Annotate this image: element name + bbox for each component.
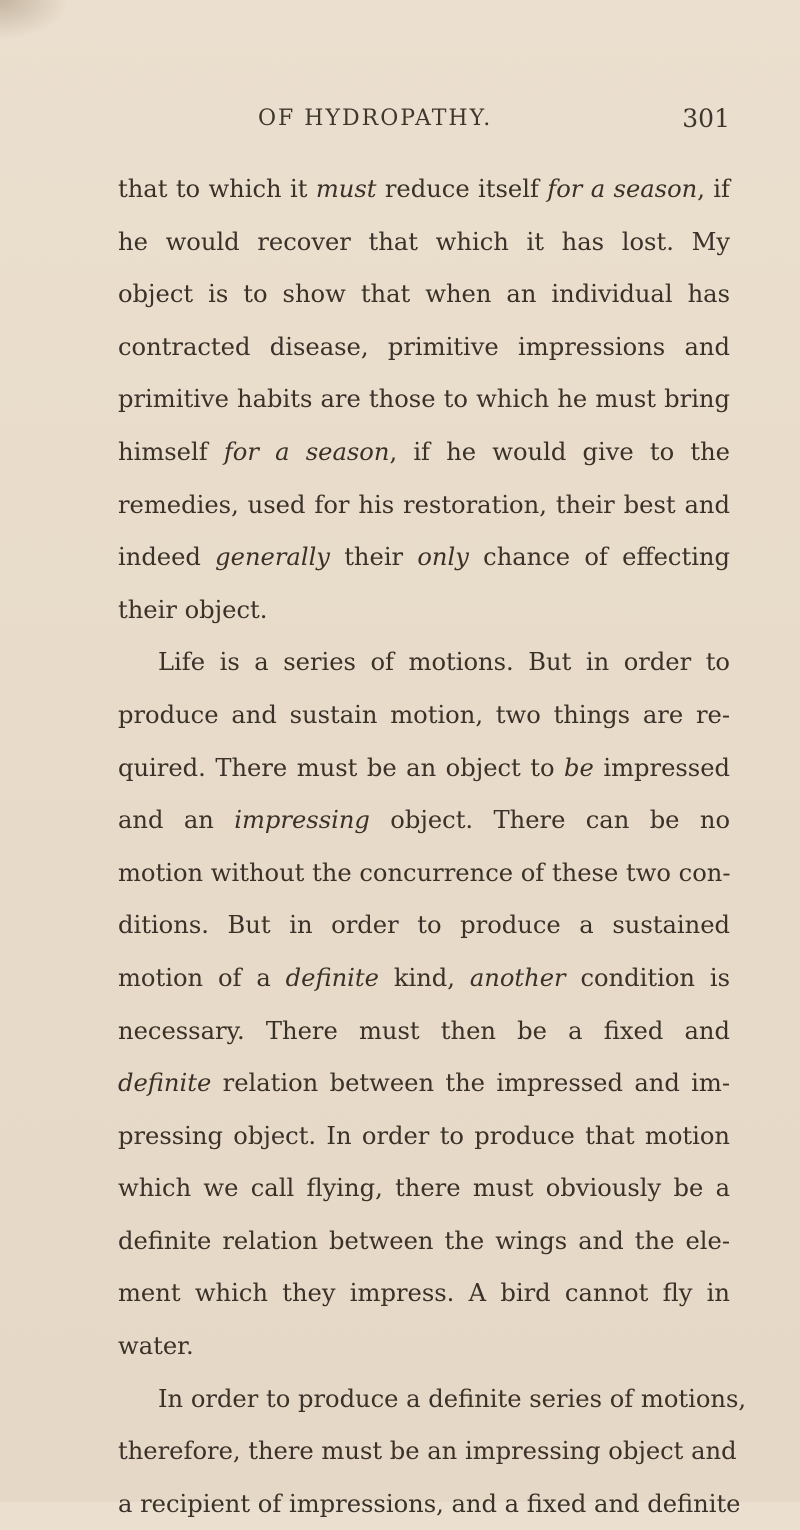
paragraph-3 <box>118 1373 747 1530</box>
text-line: object is to show that when an individual has <box>118 280 730 309</box>
text-line: Life is a series of motions. But in order to <box>158 648 730 677</box>
text-line: motion without the concurrence of these two con- <box>118 858 731 887</box>
text-line: that to which it must reduce itself for a season, if <box>118 175 730 203</box>
paragraph-1 <box>118 163 730 636</box>
text-line: necessary. There must then be a fixed and <box>118 1016 730 1045</box>
text-line: ditions. But in order to produce a sustained <box>118 911 730 940</box>
text-line: a recipient of impressions, and a fixed and definite <box>118 1489 741 1518</box>
body-text <box>118 163 747 1530</box>
page-number: 301 <box>682 104 730 133</box>
running-head: OF HYDROPATHY. <box>258 106 493 131</box>
text-line: pressing object. In order to produce that motion <box>118 1121 730 1150</box>
text-line: he would recover that which it has lost. My <box>118 227 730 256</box>
text-line: indeed generally their only chance of effecting <box>118 543 730 572</box>
text-line: remedies, used for his restoration, their best and <box>118 490 730 519</box>
text-line: definite relation between the impressed and im- <box>118 1069 730 1098</box>
text-line: quired. There must be an object to be impressed <box>118 753 731 782</box>
text-line: contracted disease, primitive impressions and <box>118 332 730 361</box>
text-line: In order to produce a definite series of motions, <box>158 1384 747 1413</box>
text-line: definite relation between the wings and the ele- <box>118 1226 730 1255</box>
text-line: primitive habits are those to which he must bring <box>118 385 730 414</box>
text-line: water. <box>118 1332 194 1361</box>
page-corner-shadow <box>0 0 70 40</box>
text-line: which we call flying, there must obviously be a <box>118 1174 730 1203</box>
text-line: motion of a definite kind, another condition is <box>118 963 730 992</box>
text-line: their object. <box>118 595 268 624</box>
text-line: therefore, there must be an impressing object and <box>118 1437 737 1466</box>
text-line: and an impressing object. There can be no <box>118 806 731 835</box>
page-header <box>258 106 730 146</box>
paragraph-2 <box>118 636 730 1372</box>
text-line: ment which they impress. A bird cannot fly in <box>118 1279 730 1308</box>
text-line: himself for a season, if he would give to the <box>118 437 730 466</box>
text-line: produce and sustain motion, two things are re- <box>118 700 730 729</box>
